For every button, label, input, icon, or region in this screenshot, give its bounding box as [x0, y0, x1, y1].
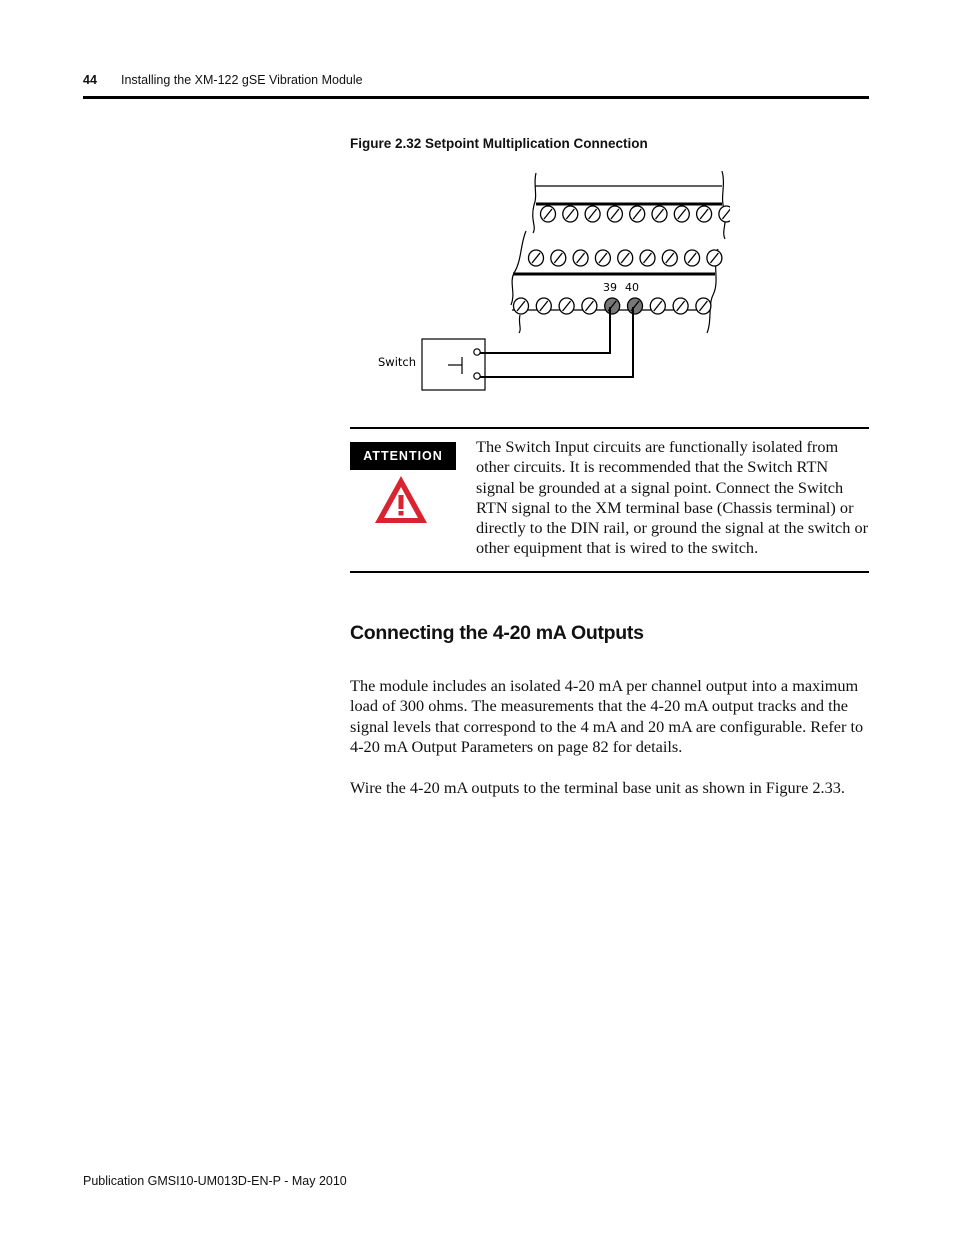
- warning-triangle-icon: [373, 474, 429, 526]
- attention-rule-top: [350, 427, 869, 429]
- attention-label: ATTENTION: [350, 442, 456, 470]
- switch-terminal-1: [474, 349, 480, 355]
- terminal-row-bottom: [514, 298, 711, 314]
- attention-text: The Switch Input circuits are functionally isolated from other circuits. It is recommended that the Switch RTN signal be grounded at a signal point. Connect the Switch RTN signal to the XM terminal base (Chassis terminal) or directly to the DIN rail, or ground the signal at the switch or other equipment that is wired to the switch.: [476, 437, 869, 558]
- running-header: Installing the XM-122 gSE Vibration Module: [121, 73, 363, 87]
- publication-footer: Publication GMSI10-UM013D-EN-P - May 2010: [83, 1174, 347, 1188]
- figure-caption: Figure 2.32 Setpoint Multiplication Connection: [350, 136, 648, 151]
- body-paragraph: Wire the 4-20 mA outputs to the terminal base unit as shown in Figure 2.33.: [350, 778, 845, 797]
- header-rule: [83, 96, 869, 99]
- switch-wires: [480, 307, 633, 377]
- terminal-label-39: 39: [603, 281, 617, 294]
- body-paragraph: The module includes an isolated 4-20 mA per channel output into a maximum load of 300 ohms. The measurements that the 4-20 mA output tracks and the signal levels that correspond to the 4 mA and 20 mA are configurable. Refer to 4-20 mA Output Parameters on page 82 for details.: [350, 676, 864, 756]
- terminal-label-40: 40: [625, 281, 639, 294]
- setpoint-wiring-diagram: [370, 165, 730, 397]
- terminal-screw: [719, 206, 730, 222]
- section-heading: Connecting the 4-20 mA Outputs: [350, 622, 644, 644]
- attention-rule-bottom: [350, 571, 869, 573]
- page-number: 44: [83, 73, 97, 87]
- switch-symbol: [422, 339, 485, 390]
- terminal-row-middle: [529, 250, 722, 266]
- terminal-row-top: [541, 206, 731, 222]
- switch-terminal-2: [474, 373, 480, 379]
- switch-label: Switch: [378, 355, 417, 369]
